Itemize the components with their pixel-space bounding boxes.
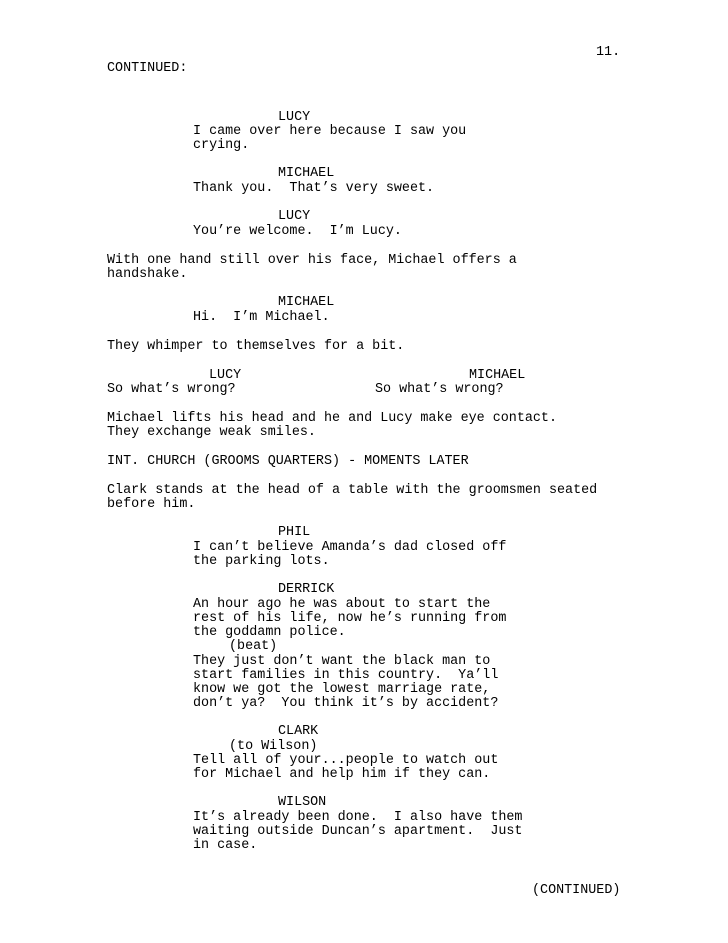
dialogue-line: rest of his life, now he’s running from xyxy=(193,611,507,626)
character-name: LUCY xyxy=(278,110,311,125)
action-line: before him. xyxy=(107,497,196,512)
dialogue-line: An hour ago he was about to start the xyxy=(193,597,491,612)
character-name: PHIL xyxy=(278,525,311,540)
dual-character-left: LUCY xyxy=(209,368,242,383)
character-name: CLARK xyxy=(278,724,319,739)
dual-dialogue-left: So what’s wrong? xyxy=(107,382,236,397)
dialogue-line: don’t ya? You think it’s by accident? xyxy=(193,696,499,711)
dialogue-line: the parking lots. xyxy=(193,554,330,569)
continued-header: CONTINUED: xyxy=(107,61,188,76)
dialogue-line: crying. xyxy=(193,138,250,153)
parenthetical: (to Wilson) xyxy=(229,739,318,754)
dialogue-line: I came over here because I saw you xyxy=(193,124,467,139)
continued-footer: (CONTINUED) xyxy=(532,883,621,898)
dialogue-line: know we got the lowest marriage rate, xyxy=(193,682,491,697)
character-name: LUCY xyxy=(278,209,311,224)
action-line: Michael lifts his head and he and Lucy make eye contact. xyxy=(107,411,557,426)
action-line: They exchange weak smiles. xyxy=(107,425,316,440)
action-line: They whimper to themselves for a bit. xyxy=(107,339,405,354)
action-line: Clark stands at the head of a table with the groomsmen seated xyxy=(107,483,598,498)
dialogue-line: the goddamn police. xyxy=(193,625,346,640)
dual-dialogue-right: So what’s wrong? xyxy=(375,382,504,397)
dialogue-line: It’s already been done. I also have them xyxy=(193,810,523,825)
dialogue-line: start families in this country. Ya’ll xyxy=(193,668,499,683)
dual-character-right: MICHAEL xyxy=(469,368,526,383)
dialogue-line: They just don’t want the black man to xyxy=(193,654,491,669)
character-name: MICHAEL xyxy=(278,166,335,181)
dialogue-line: I can’t believe Amanda’s dad closed off xyxy=(193,540,507,555)
dialogue-line: in case. xyxy=(193,838,258,853)
character-name: MICHAEL xyxy=(278,295,335,310)
page-number: 11. xyxy=(596,45,621,60)
dialogue-line: Hi. I’m Michael. xyxy=(193,310,330,325)
scene-heading: INT. CHURCH (GROOMS QUARTERS) - MOMENTS LATER xyxy=(107,454,469,469)
action-line: With one hand still over his face, Michael offers a xyxy=(107,253,517,268)
dialogue-line: You’re welcome. I’m Lucy. xyxy=(193,224,402,239)
character-name: DERRICK xyxy=(278,582,335,597)
dialogue-line: waiting outside Duncan’s apartment. Just xyxy=(193,824,523,839)
dialogue-line: for Michael and help him if they can. xyxy=(193,767,491,782)
dialogue-line: Thank you. That’s very sweet. xyxy=(193,181,435,196)
character-name: WILSON xyxy=(278,795,327,810)
action-line: handshake. xyxy=(107,267,188,282)
dialogue-line: Tell all of your...people to watch out xyxy=(193,753,499,768)
parenthetical: (beat) xyxy=(229,639,278,654)
